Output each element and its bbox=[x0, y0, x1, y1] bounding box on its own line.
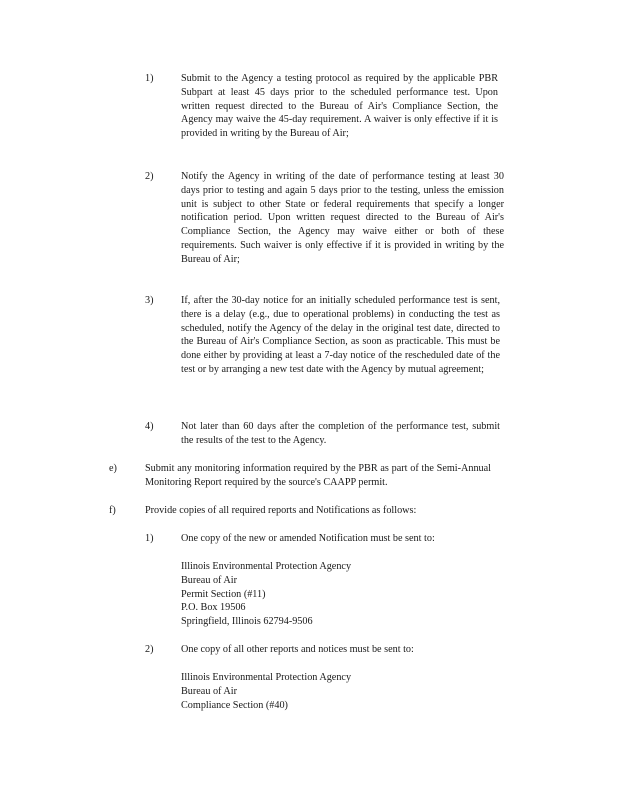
item-number: 2) bbox=[145, 171, 154, 182]
address-line: Springfield, Illinois 62794-9506 bbox=[181, 616, 313, 628]
address-line: Bureau of Air bbox=[181, 574, 238, 586]
item-number: 4) bbox=[145, 421, 154, 432]
address-line: Compliance Section (#40) bbox=[181, 699, 288, 711]
item-number: f) bbox=[109, 505, 116, 516]
item-text: Not later than 60 days after the completion of the performance test, submit the results of the test to the Agency. bbox=[181, 421, 500, 446]
item-number: 1) bbox=[145, 73, 154, 84]
mailing-address bbox=[181, 560, 481, 629]
address-line: Illinois Environmental Protection Agency bbox=[181, 672, 352, 683]
item-text: One copy of all other reports and notices must be sent to: bbox=[181, 644, 414, 655]
item-text: Provide copies of all required reports and Notifications as follows: bbox=[145, 505, 417, 516]
item-number: e) bbox=[109, 463, 117, 474]
item-text: Submit any monitoring information required by the PBR as part of the Semi-Annual Monitoring Report required by the source's CAAPP permit. bbox=[145, 463, 491, 488]
item-number: 1) bbox=[145, 533, 154, 544]
item-text: One copy of the new or amended Notification must be sent to: bbox=[181, 533, 435, 544]
address-line: Bureau of Air bbox=[181, 685, 238, 697]
item-text: Notify the Agency in writing of the date of performance testing at least 30 days prior to testing and again 5 days prior to the testing, unless the emission unit is subject to other State or federal requirements that specify a longer notification period. Upon written request directed to the Bureau of Air's Compliance Section, the Agency may waive either or both of these requirements. Such waiver is only effective if it is provided in writing by the Bureau of Air; bbox=[181, 171, 504, 265]
mailing-address bbox=[181, 671, 481, 712]
address-line: Permit Section (#11) bbox=[181, 588, 266, 600]
item-text: Submit to the Agency a testing protocol as required by the applicable PBR Subpart at least 45 days prior to the scheduled performance test. Upon written request directed to the Bureau of Air's Compliance Section, the Agency may waive the 45-day requirement. A waiver is only effective if it is provided in writing by the Bureau of Air; bbox=[181, 73, 498, 140]
address-line: Illinois Environmental Protection Agency bbox=[181, 561, 352, 572]
item-number: 3) bbox=[145, 295, 154, 306]
address-line: P.O. Box 19506 bbox=[181, 602, 246, 614]
item-text: If, after the 30-day notice for an initially scheduled performance test is sent, there is a delay (e.g., due to operational problems) in conducting the test as scheduled, notify the Agency of the delay in the original test date, directed to the Bureau of Air's Compliance Section, as soon as practicable. This must be done either by providing at least a 7-day notice of the rescheduled date of the test or by arranging a new test date with the Agency by mutual agreement; bbox=[181, 295, 500, 375]
item-number: 2) bbox=[145, 644, 154, 655]
